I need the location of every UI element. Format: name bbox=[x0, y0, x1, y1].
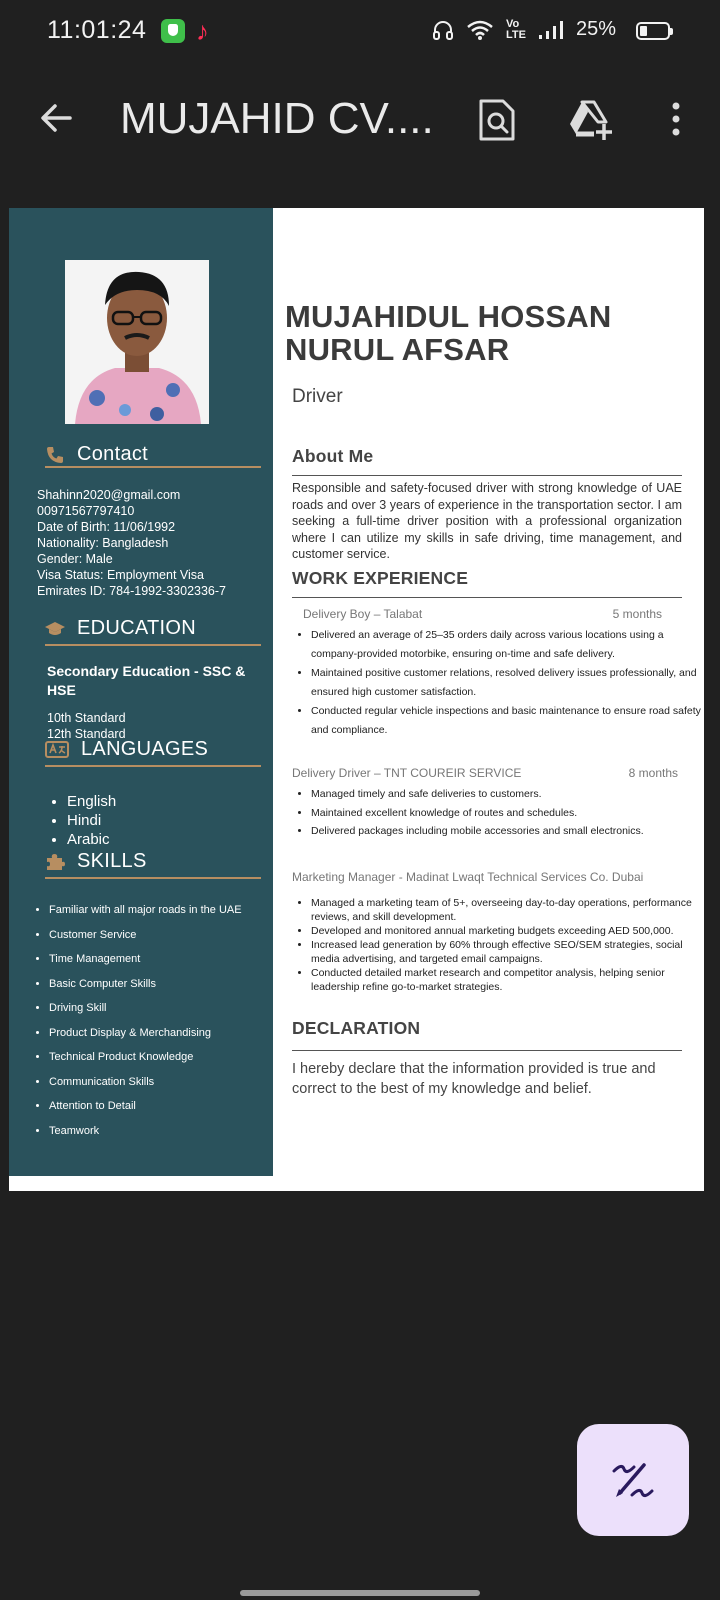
contact-visa: Visa Status: Employment Visa bbox=[37, 568, 204, 582]
skill-item: • Communication Skills bbox=[49, 1070, 242, 1095]
document-page[interactable] bbox=[9, 208, 704, 1191]
candidate-name bbox=[285, 300, 611, 366]
job-title: Delivery Driver – TNT COUREIR SERVICE bbox=[292, 766, 522, 780]
divider bbox=[292, 1050, 682, 1051]
network-label: Vo LTE bbox=[505, 17, 526, 41]
job-bullet: • Delivered packages including mobile accessories and small electronics. bbox=[311, 822, 701, 841]
skill-item: • Basic Computer Skills bbox=[49, 972, 242, 997]
divider bbox=[292, 597, 682, 598]
job-bullet: • Conducted regular vehicle inspections and basic maintenance to ensure road safety and compliance. bbox=[311, 702, 701, 740]
skill-item: • Time Management bbox=[49, 947, 242, 972]
languages-list bbox=[49, 792, 116, 849]
skill-item: • Customer Service bbox=[49, 923, 242, 948]
education-heading-label: EDUCATION bbox=[77, 617, 196, 639]
skill-item: • Technical Product Knowledge bbox=[49, 1045, 242, 1070]
job-title: Marketing Manager - Madinat Lwaqt Technical Services Co. Dubai bbox=[292, 870, 644, 884]
language-item: • English bbox=[67, 792, 116, 811]
divider bbox=[45, 644, 261, 646]
education-item: 10th Standard bbox=[47, 711, 126, 725]
languages-heading-label: LANGUAGES bbox=[81, 738, 209, 760]
contact-heading bbox=[45, 443, 148, 466]
status-bar bbox=[0, 0, 720, 64]
skill-item: • Familiar with all major roads in the UAE bbox=[49, 898, 242, 923]
wifi-icon bbox=[466, 19, 494, 41]
contact-details bbox=[37, 487, 226, 599]
job-bullet: • Conducted detailed market research and competitor analysis, helping senior leadership refine go-to-market strategies. bbox=[311, 966, 701, 994]
education-title: Secondary Education - SSC & HSE bbox=[47, 663, 246, 698]
education-item: 12th Standard bbox=[47, 727, 126, 741]
graduation-cap-icon bbox=[45, 619, 65, 639]
resume-main bbox=[273, 208, 704, 1191]
battery-icon bbox=[636, 22, 670, 40]
job-bullet: • Delivered an average of 25–35 orders daily across various locations using a company-provided motorbike, ensuring on-time and safe delivery. bbox=[311, 626, 701, 664]
divider bbox=[292, 475, 682, 476]
job-header bbox=[292, 870, 682, 884]
resume-sidebar bbox=[9, 208, 273, 1176]
name-line: NURUL AFSAR bbox=[285, 332, 510, 367]
job-bullet: • Maintained positive customer relations, resolved delivery issues professionally, and ensured high customer satisfaction. bbox=[311, 664, 701, 702]
job-bullets bbox=[292, 896, 701, 994]
divider bbox=[45, 877, 261, 879]
skill-item: • Attention to Detail bbox=[49, 1094, 242, 1119]
job-bullet: • Developed and monitored annual marketing budgets exceeding AED 500,000. bbox=[311, 924, 701, 938]
divider bbox=[45, 466, 261, 468]
job-bullets bbox=[292, 626, 701, 740]
job-duration: 8 months bbox=[628, 766, 678, 780]
skill-item: • Teamwork bbox=[49, 1119, 242, 1144]
language-item: • Hindi bbox=[67, 811, 116, 830]
contact-heading-label: Contact bbox=[77, 443, 149, 465]
language-item: • Arabic bbox=[67, 830, 116, 849]
app-toolbar bbox=[0, 64, 720, 176]
candidate-role: Driver bbox=[292, 386, 343, 407]
edit-fab-button[interactable] bbox=[577, 1424, 689, 1536]
contact-dob: Date of Birth: 11/06/1992 bbox=[37, 520, 176, 534]
profile-photo bbox=[65, 260, 209, 424]
contact-phone: 00971567797410 bbox=[37, 504, 135, 518]
signal-icon bbox=[538, 20, 564, 40]
document-title: MUJAHID CV.... bbox=[120, 94, 434, 143]
more-vert-icon[interactable] bbox=[666, 98, 686, 142]
contact-nationality: Nationality: Bangladesh bbox=[37, 536, 169, 550]
translate-icon bbox=[45, 740, 69, 760]
battery-percent: 25% bbox=[575, 18, 616, 40]
declaration-text: I hereby declare that the information provided is true and correct to the best of my knowledge and belief. bbox=[292, 1061, 656, 1097]
skills-list bbox=[31, 898, 242, 1143]
job-bullet: • Managed timely and safe deliveries to customers. bbox=[311, 785, 701, 804]
skills-heading-label: SKILLS bbox=[77, 850, 147, 872]
job-header bbox=[292, 607, 682, 621]
skills-heading bbox=[45, 850, 147, 873]
declaration-heading: DECLARATION bbox=[292, 1018, 421, 1038]
headset-icon bbox=[432, 19, 454, 41]
document-search-icon[interactable] bbox=[477, 98, 517, 142]
shield-app-icon bbox=[161, 19, 185, 43]
phone-icon bbox=[45, 445, 65, 465]
edit-pen-icon bbox=[610, 1457, 656, 1503]
status-right bbox=[432, 18, 662, 41]
job-bullet: • Increased lead generation by 60% through effective SEO/SEM strategies, social media advertising, and targeted email campaigns. bbox=[311, 938, 701, 966]
job-bullet: • Maintained excellent knowledge of routes and schedules. bbox=[311, 804, 701, 823]
languages-heading bbox=[45, 738, 208, 761]
name-line: MUJAHIDUL HOSSAN bbox=[285, 299, 612, 334]
status-time: 11:01:24 bbox=[47, 16, 147, 44]
drive-add-icon[interactable] bbox=[568, 98, 614, 142]
divider bbox=[45, 765, 261, 767]
contact-email: Shahinn2020@gmail.com bbox=[37, 488, 181, 502]
tiktok-icon: ♪ bbox=[196, 16, 209, 46]
job-title: Delivery Boy – Talabat bbox=[303, 607, 423, 621]
job-duration: 5 months bbox=[612, 607, 662, 621]
education-heading bbox=[45, 617, 196, 640]
about-text: Responsible and safety-focused driver with strong knowledge of UAE roads and over 3 years of experience in the transportation sector. I am seeking a full-time driver position with a professional organization where I can utilize my skills in safe driving, time management, and customer service. bbox=[292, 481, 682, 561]
arrow-left-icon[interactable] bbox=[36, 98, 76, 138]
puzzle-icon bbox=[45, 852, 65, 872]
gesture-home-bar[interactable] bbox=[240, 1590, 480, 1596]
skill-item: • Driving Skill bbox=[49, 996, 242, 1021]
about-heading: About Me bbox=[292, 446, 374, 466]
job-header bbox=[292, 766, 682, 780]
skill-item: • Product Display & Merchandising bbox=[49, 1021, 242, 1046]
contact-gender: Gender: Male bbox=[37, 552, 113, 566]
work-heading: WORK EXPERIENCE bbox=[292, 568, 469, 588]
contact-emirates-id: Emirates ID: 784-1992-3302336-7 bbox=[37, 584, 227, 598]
job-bullet: • Managed a marketing team of 5+, overseeing day-to-day operations, performance reviews, and skill development. bbox=[311, 896, 701, 924]
job-bullets bbox=[292, 785, 701, 841]
